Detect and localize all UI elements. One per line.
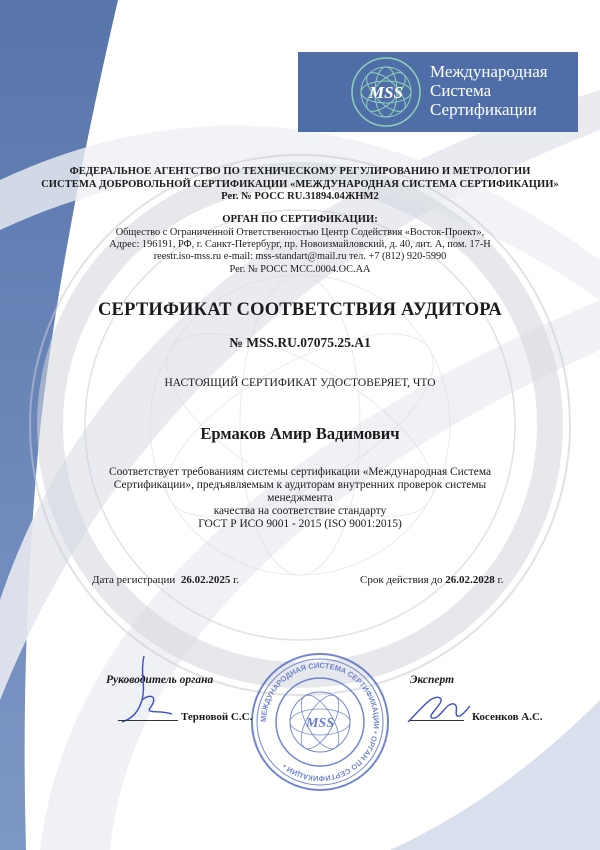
standard-line: ГОСТ Р ИСО 9001 - 2015 (ISO 9001:2015) [198,518,402,530]
organ-heading: ОРГАН ПО СЕРТИФИКАЦИИ: [222,214,378,225]
validity-label: Срок действия до [360,574,443,586]
registration-date [92,574,239,586]
registration-label: Дата регистрации [92,574,176,586]
brand-logo-panel [298,52,578,132]
agency-header [0,166,600,204]
mss-logo-icon [298,52,428,132]
brand-line: Система [430,81,492,100]
organ-line: Адрес: 196191, РФ, г. Санкт-Петербург, пр. Новоизмайловский, д. 40, лит. А, пом. 17-Н [109,238,491,250]
certificate-body [80,466,520,531]
organ-contacts: reestr.iso-mss.ru e-mail: mss-standart@mail.ru тел. +7 (812) 920-5990 [153,251,447,263]
seal-stamp [248,650,392,794]
year-suffix: г. [497,574,504,586]
left-signature-scribble [112,652,182,724]
validity-value: 26.02.2028 [445,574,495,586]
certificate-title: СЕРТИФИКАТ СООТВЕТСТВИЯ АУДИТОРА [98,300,502,320]
left-signature-line [118,720,178,721]
body-line: Сертификации», предъявляемым к аудиторам внутренних проверок системы менеджмента [113,479,487,504]
certify-statement: НАСТОЯЩИЙ СЕРТИФИКАТ УДОСТОВЕРЯЕТ, ЧТО [164,377,436,389]
organ-line: Общество с Ограниченной Ответственностью Центр Содействия «Восток-Проект», [115,226,485,238]
svg-text:MSS: MSS [368,83,404,102]
certificate-number: № MSS.RU.07075.25.А1 [229,335,371,350]
organ-registration: Рег. № РОСС МСС.0004.ОС.АА [229,263,371,275]
seal-ring-text: МЕЖДУНАРОДНАЯ СИСТЕМА СЕРТИФИКАЦИИ • ОРГАН ПО СЕРТИФИКАЦИИ • [258,660,382,784]
agency-line: ФЕДЕРАЛЬНОЕ АГЕНТСТВО ПО ТЕХНИЧЕСКОМУ РЕГУЛИРОВАНИЮ И МЕТРОЛОГИИ [69,166,531,177]
brand-line: Международная [430,62,548,81]
agency-line: СИСТЕМА ДОБРОВОЛЬНОЙ СЕРТИФИКАЦИИ «МЕЖДУНАРОДНАЯ СИСТЕМА СЕРТИФИКАЦИИ» [41,178,559,190]
holder-name: Ермаков Амир Вадимович [200,424,400,443]
left-signatory-name: Терновой С.С. [181,711,253,723]
registration-number: Рег. № РОСС RU.31894.04ЖНМ2 [221,191,379,202]
right-signature-line [410,720,464,721]
brand-logo-text [430,62,580,119]
right-signatory-role: Эксперт [410,674,455,686]
left-signatory-role: Руководитель органа [106,674,214,686]
right-signatory-name: Косенков А.С. [472,711,543,723]
registration-value: 26.02.2025 [180,574,231,586]
right-signature-scribble [402,688,472,728]
body-line: Соответствует требованиям системы сертификации «Международная Система [108,466,492,478]
brand-line: Сертификации [430,100,537,119]
body-line: качества на соответствие стандарту [213,505,387,517]
certification-organ [0,214,600,276]
year-suffix: г. [233,574,240,586]
seal-center-text: MSS [305,716,335,731]
validity-date [360,574,504,586]
